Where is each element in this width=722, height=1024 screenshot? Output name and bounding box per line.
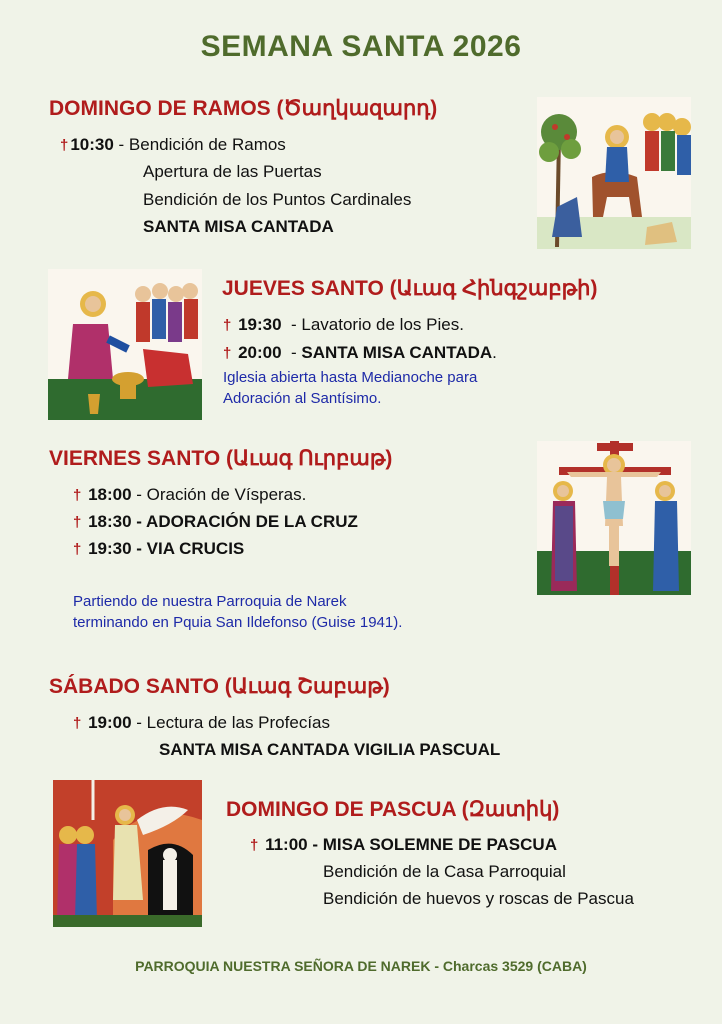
cross-icon: † [223,317,232,334]
activity: - Bendición de Ramos [113,135,286,154]
time: 10:30 [70,135,114,154]
domingo-ramos-line-4: SANTA MISA CANTADA [143,217,334,236]
time: 19:30 [238,315,282,334]
parish-address: - Charcas 3529 (CABA) [430,958,587,974]
palm-sunday-icon-image [537,97,691,249]
activity: - Lavatorio de los Pies. [281,315,464,334]
time: 18:00 [88,485,132,504]
jueves-santo-note-2: Adoración al Santísimo. [223,390,382,407]
viernes-santo-line-1 [73,485,306,505]
viernes-santo-note-2: terminando en Pquia San Ildefonso (Guise 1941). [73,614,403,631]
cross-icon: † [73,541,82,558]
domingo-pascua-line-1 [250,835,557,855]
domingo-ramos-title: DOMINGO DE RAMOS (Ծաղկազարդ) [49,97,438,120]
crucifixion-icon-image [537,441,691,595]
activity-prefix: - [281,343,302,362]
viernes-santo-title: VIERNES SANTO (Աւագ Ուրբաթ) [49,447,393,470]
viernes-santo-line-2 [73,512,358,532]
sabado-santo-title: SÁBADO SANTO (Աւագ Շաբաթ) [49,675,390,698]
cross-icon: † [250,837,259,854]
jueves-santo-title: JUEVES SANTO (Աւագ Հինգշաբթի) [222,277,598,300]
cross-icon: † [73,487,82,504]
activity: - ADORACIÓN DE LA CRUZ [131,512,358,531]
foot-washing-icon-image [48,269,202,420]
page-title: SEMANA SANTA 2026 [200,30,522,63]
time: 20:00 [238,343,282,362]
time: 11:00 [265,835,308,854]
domingo-pascua-line-2: Bendición de la Casa Parroquial [323,862,566,881]
footer [0,958,722,974]
activity: SANTA MISA CANTADA [301,343,493,362]
domingo-ramos-line-1 [60,135,286,155]
domingo-ramos-line-3: Bendición de los Puntos Cardinales [143,190,412,209]
jueves-santo-line-1 [223,315,464,335]
jueves-santo-note-1: Iglesia abierta hasta Medianoche para [223,369,478,386]
cross-icon: † [73,715,82,732]
activity: - MISA SOLEMNE DE PASCUA [307,835,557,854]
sabado-santo-line-1 [73,713,330,733]
cross-icon: † [73,514,82,531]
parish-name: PARROQUIA NUESTRA SEÑORA DE NAREK [135,958,431,974]
time: 19:00 [88,713,132,732]
domingo-pascua-title: DOMINGO DE PASCUA (Զատիկ) [226,798,560,821]
jueves-santo-line-2 [223,343,497,363]
cross-icon: † [223,345,232,362]
viernes-santo-line-3 [73,539,244,559]
resurrection-icon-image [53,780,202,927]
time: 19:30 [88,539,132,558]
activity-suffix: . [492,343,497,362]
cross-icon: † [60,137,69,154]
time: 18:30 [88,512,132,531]
domingo-ramos-line-2: Apertura de las Puertas [143,162,322,181]
activity: - Oración de Vísperas. [131,485,307,504]
activity: - Lectura de las Profecías [131,713,330,732]
domingo-pascua-line-3: Bendición de huevos y roscas de Pascua [323,889,634,908]
activity: - VIA CRUCIS [131,539,245,558]
sabado-santo-line-2: SANTA MISA CANTADA VIGILIA PASCUAL [159,740,501,759]
viernes-santo-note-1: Partiendo de nuestra Parroquia de Narek [73,593,347,610]
